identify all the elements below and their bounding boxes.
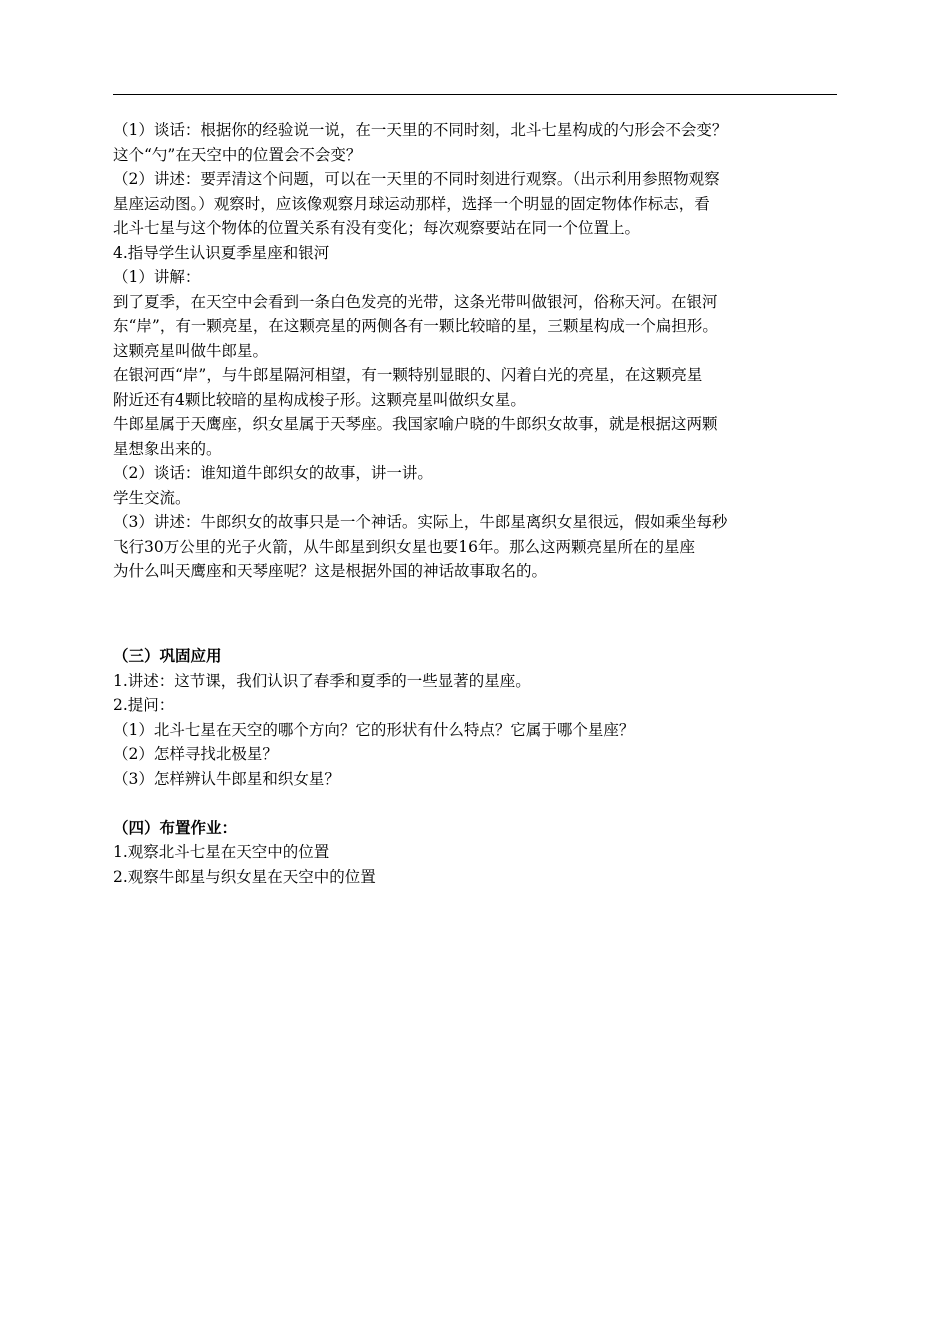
text-line: 到了夏季，在天空中会看到一条白色发亮的光带，这条光带叫做银河，俗称天河。在银河 bbox=[113, 292, 718, 311]
spacer bbox=[113, 620, 843, 645]
text-line: 东“岸”，有一颗亮星，在这颗亮星的两侧各有一颗比较暗的星，三颗星构成一个扁担形。 bbox=[113, 317, 718, 335]
spacer bbox=[113, 584, 843, 620]
text-line: 4.指导学生认识夏季星座和银河 bbox=[113, 243, 330, 262]
text-line: （1）北斗七星在天空的哪个方向？它的形状有什么特点？它属于哪个星座？ bbox=[113, 720, 635, 739]
text-line: 为什么叫天鹰座和天琴座呢？这是根据外国的神话故事取名的。 bbox=[113, 562, 548, 580]
header-rule bbox=[113, 94, 837, 95]
text-line: 北斗七星与这个物体的位置关系有没有变化；每次观察要站在同一个位置上。 bbox=[113, 219, 641, 237]
text-line: 学生交流。 bbox=[113, 488, 191, 507]
text-line: 附近还有4颗比较暗的星构成梭子形。这颗亮星叫做织女星。 bbox=[113, 390, 526, 409]
text-line: （3）怎样辨认牛郎星和织女星？ bbox=[113, 769, 340, 788]
section-heading-consolidate: （三）巩固应用 bbox=[113, 646, 222, 665]
text-line: 飞行30万公里的光子火箭，从牛郎星到织女星也要16年。那么这两颗亮星所在的星座 bbox=[113, 537, 695, 556]
text-line: （2）谈话：谁知道牛郎织女的故事，讲一讲。 bbox=[113, 464, 433, 482]
text-line: 在银河西“岸”，与牛郎星隔河相望，有一颗特别显眼的、闪着白光的亮星，在这颗亮星 bbox=[113, 366, 703, 384]
text-line: 牛郎星属于天鹰座，织女星属于天琴座。我国家喻户晓的牛郎织女故事，就是根据这两颗 bbox=[113, 415, 718, 433]
text-line: （3）讲述：牛郎织女的故事只是一个神话。实际上，牛郎星离织女星很远，假如乘坐每秒 bbox=[113, 513, 728, 531]
text-line: 星座运动图。）观察时，应该像观察月球运动那样，选择一个明显的固定物体作标志，看 bbox=[113, 194, 710, 213]
spacer bbox=[113, 791, 843, 816]
text-line: （1）讲解： bbox=[113, 268, 201, 286]
text-line: 1.讲述：这节课，我们认识了春季和夏季的一些显著的星座。 bbox=[113, 671, 531, 690]
document-body bbox=[113, 118, 843, 889]
text-line: 2.观察牛郎星与织女星在天空中的位置 bbox=[113, 867, 376, 886]
text-line: 星想象出来的。 bbox=[113, 439, 222, 458]
text-line: 1.观察北斗七星在天空中的位置 bbox=[113, 843, 330, 861]
text-line: （2）怎样寻找北极星？ bbox=[113, 745, 278, 763]
text-line: 这颗亮星叫做牛郎星。 bbox=[113, 341, 269, 360]
text-line: 2.提问： bbox=[113, 696, 175, 714]
text-line: 这个“勺”在天空中的位置会不会变？ bbox=[113, 145, 362, 164]
text-line: （1）谈话：根据你的经验说一说，在一天里的不同时刻，北斗七星构成的勺形会不会变？ bbox=[113, 121, 728, 139]
section-heading-homework: （四）布置作业： bbox=[113, 817, 238, 837]
text-line: （2）讲述：要弄清这个问题，可以在一天里的不同时刻进行观察。（出示利用参照物观察 bbox=[113, 170, 720, 188]
